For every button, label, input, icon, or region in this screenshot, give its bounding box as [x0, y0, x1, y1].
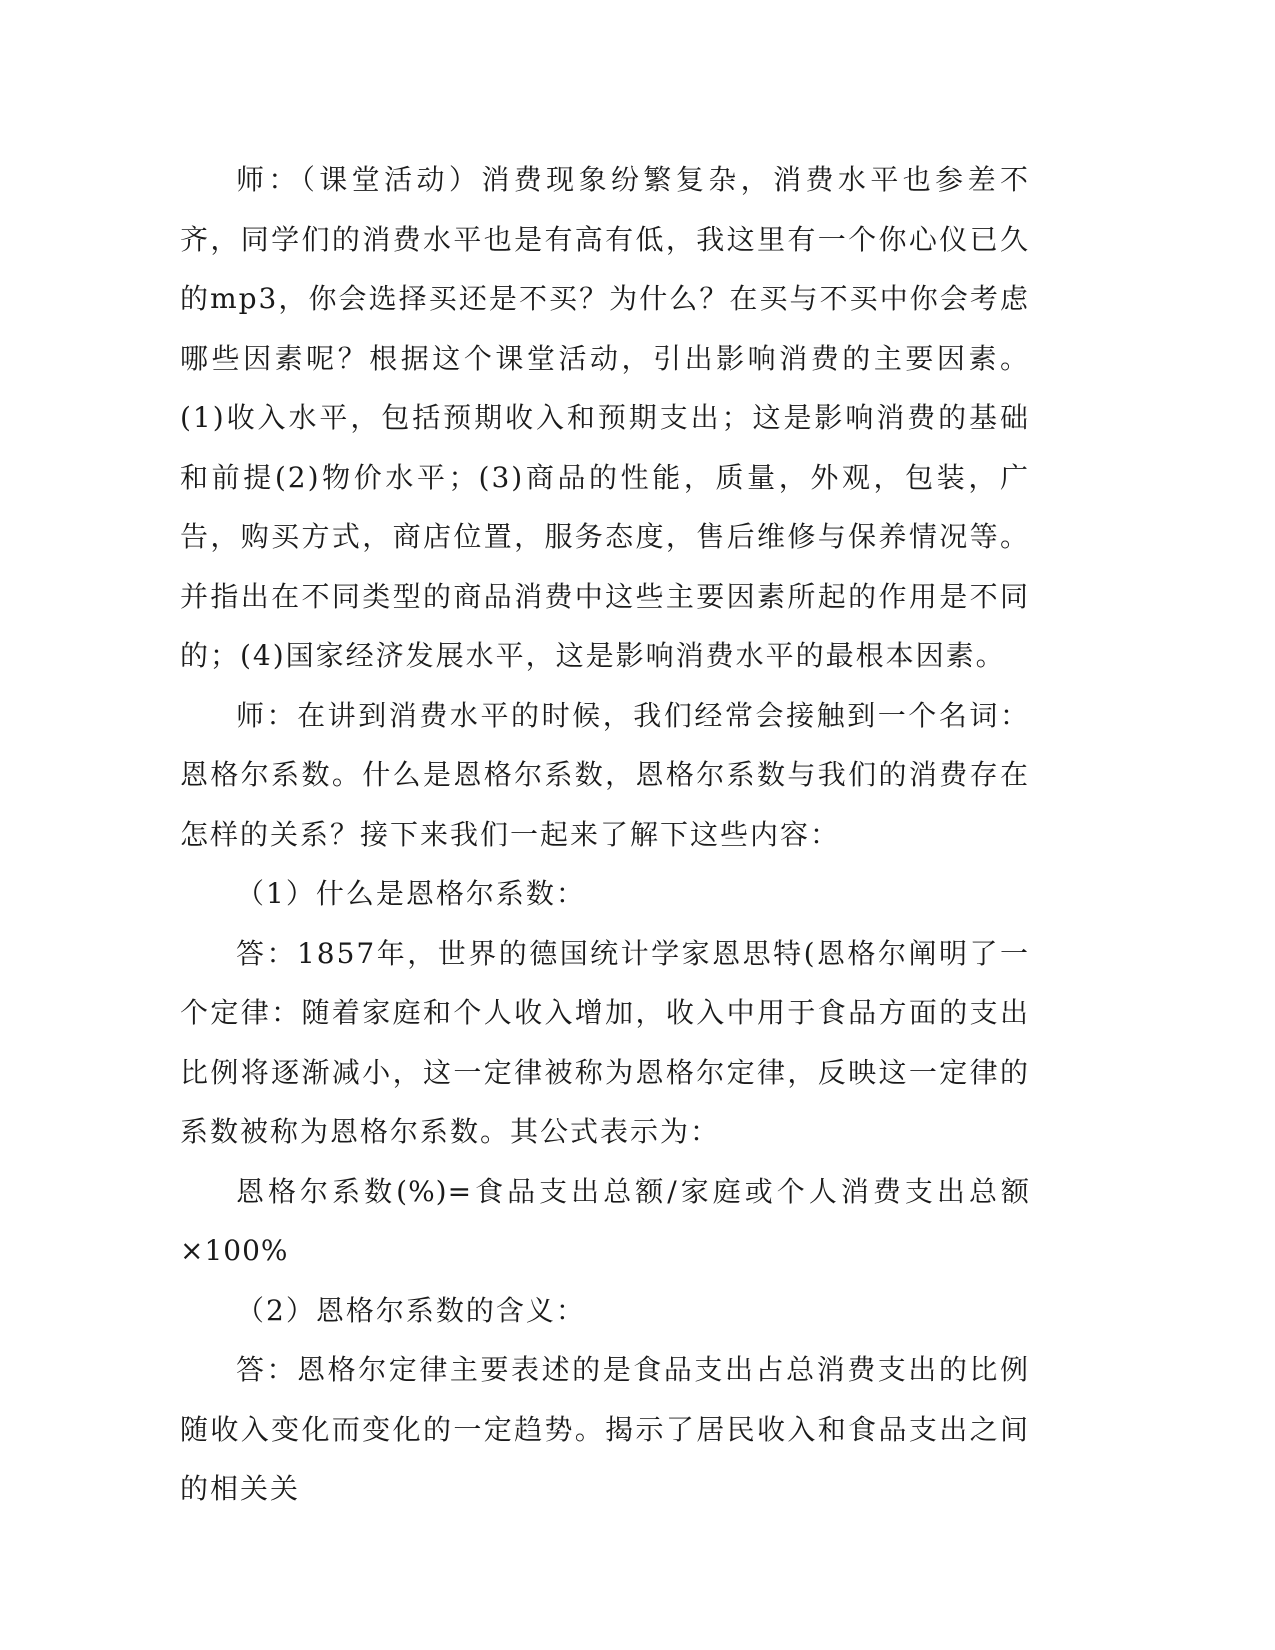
- formula-engel-coefficient: 恩格尔系数(%)=食品支出总额/家庭或个人消费支出总额×100%: [180, 1174, 1030, 1267]
- paragraph-engel-definition: 答：1857年，世界的德国统计学家恩思特(恩格尔阐明了一个定律：随着家庭和个人收入增加，收入中用于食品方面的支出比例将逐渐减小，这一定律被称为恩格尔定律，反映这一定律的系数被称为恩格尔系数。其公式表示为：: [180, 936, 1030, 1148]
- heading-engel-meaning: （2）恩格尔系数的含义：: [236, 1293, 586, 1327]
- document-page: [180, 150, 1030, 1519]
- paragraph-engel-intro: 师：在讲到消费水平的时候，我们经常会接触到一个名词：恩格尔系数。什么是恩格尔系数，恩格尔系数与我们的消费存在怎样的关系？接下来我们一起来了解下这些内容：: [180, 698, 1030, 851]
- paragraph-classroom-activity: 师：（课堂活动）消费现象纷繁复杂，消费水平也参差不齐，同学们的消费水平也是有高有低，我这里有一个你心仪已久的mp3，你会选择买还是不买？为什么？在买与不买中你会考虑哪些因素呢？根据这个课堂活动，引出影响消费的主要因素。(1)收入水平，包括预期收入和预期支出；这是影响消费的基础和前提(2)物价水平；(3)商品的性能，质量，外观，包装，广告，购买方式，商店位置，服务态度，售后维修与保养情况等。并指出在不同类型的商品消费中这些主要因素所起的作用是不同的；(4)国家经济发展水平，这是影响消费水平的最根本因素。: [180, 163, 1030, 672]
- paragraph-engel-meaning: 答：恩格尔定律主要表述的是食品支出占总消费支出的比例随收入变化而变化的一定趋势。揭示了居民收入和食品支出之间的相关关: [180, 1353, 1030, 1505]
- heading-what-is-engel: （1）什么是恩格尔系数：: [236, 877, 586, 910]
